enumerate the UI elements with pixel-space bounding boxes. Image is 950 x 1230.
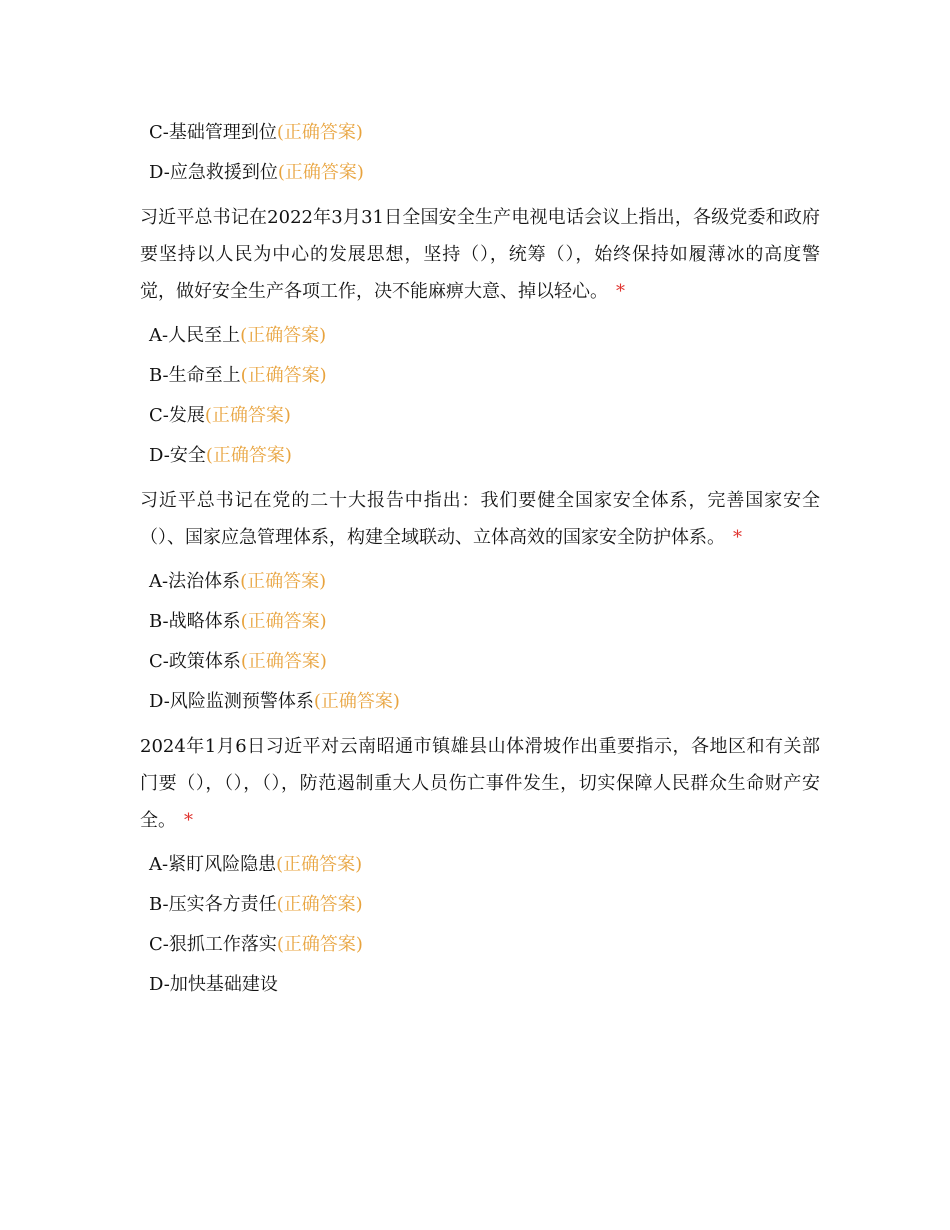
option-item[interactable] — [140, 562, 820, 602]
correct-answer-tag: (正确答案) — [313, 691, 400, 712]
option-text: A-紧盯风险隐患 — [149, 854, 277, 875]
correct-answer-tag: (正确答案) — [204, 405, 291, 426]
question-block — [140, 728, 820, 1005]
option-text: A-人民至上 — [149, 325, 241, 346]
option-item[interactable] — [140, 885, 820, 925]
correct-answer-tag: (正确答案) — [240, 651, 327, 672]
option-item[interactable] — [140, 436, 820, 476]
option-text: C-基础管理到位 — [149, 122, 277, 143]
correct-answer-tag: (正确答案) — [240, 325, 327, 346]
option-item[interactable] — [140, 642, 820, 682]
option-text: B-压实各方责任 — [149, 894, 277, 915]
option-text: A-法治体系 — [149, 571, 241, 592]
correct-answer-tag: (正确答案) — [276, 934, 363, 955]
required-mark: * — [616, 281, 625, 302]
question-body: 2024年1月6日习近平对云南昭通市镇雄县山体滑坡作出重要指示，各地区和有关部门要（），（），（），防范遏制重大人员伤亡事件发生，切实保障人民群众生命财产安全。 — [140, 736, 820, 831]
correct-answer-tag: (正确答案) — [240, 611, 327, 632]
survey-page — [140, 113, 820, 1005]
option-item[interactable] — [140, 965, 820, 1005]
question-text — [140, 199, 820, 310]
top-options — [140, 113, 820, 193]
option-item[interactable] — [140, 396, 820, 436]
correct-answer-tag: (正确答案) — [277, 162, 364, 183]
option-item[interactable] — [140, 113, 820, 153]
question-block — [140, 482, 820, 722]
option-text: B-战略体系 — [149, 611, 241, 632]
option-text: D-风险监测预警体系 — [149, 691, 314, 712]
correct-answer-tag: (正确答案) — [205, 445, 292, 466]
option-item[interactable] — [140, 682, 820, 722]
option-text: D-加快基础建设 — [149, 974, 278, 995]
option-item[interactable] — [140, 602, 820, 642]
option-item[interactable] — [140, 356, 820, 396]
correct-answer-tag: (正确答案) — [240, 365, 327, 386]
option-item[interactable] — [140, 845, 820, 885]
option-text: D-安全 — [149, 445, 206, 466]
option-text: C-政策体系 — [149, 651, 241, 672]
question-body: 习近平总书记在党的二十大报告中指出：我们要健全国家安全体系，完善国家安全（）、国家应急管理体系，构建全域联动、立体高效的国家安全防护体系。 — [140, 490, 820, 548]
option-item[interactable] — [140, 925, 820, 965]
question-body: 习近平总书记在2022年3月31日全国安全生产电视电话会议上指出，各级党委和政府要坚持以人民为中心的发展思想，坚持（），统筹（），始终保持如履薄冰的高度警觉，做好安全生产各项工作，决不能麻痹大意、掉以轻心。 — [140, 207, 820, 302]
correct-answer-tag: (正确答案) — [276, 122, 363, 143]
required-mark: * — [733, 527, 742, 548]
option-item[interactable] — [140, 316, 820, 356]
option-text: C-发展 — [149, 405, 205, 426]
correct-answer-tag: (正确答案) — [240, 571, 327, 592]
correct-answer-tag: (正确答案) — [276, 854, 363, 875]
correct-answer-tag: (正确答案) — [276, 894, 363, 915]
option-text: C-狠抓工作落实 — [149, 934, 277, 955]
question-text — [140, 482, 820, 556]
question-block — [140, 199, 820, 476]
question-text — [140, 728, 820, 839]
required-mark: * — [184, 810, 193, 831]
option-text: D-应急救援到位 — [149, 162, 278, 183]
option-text: B-生命至上 — [149, 365, 241, 386]
option-item[interactable] — [140, 153, 820, 193]
